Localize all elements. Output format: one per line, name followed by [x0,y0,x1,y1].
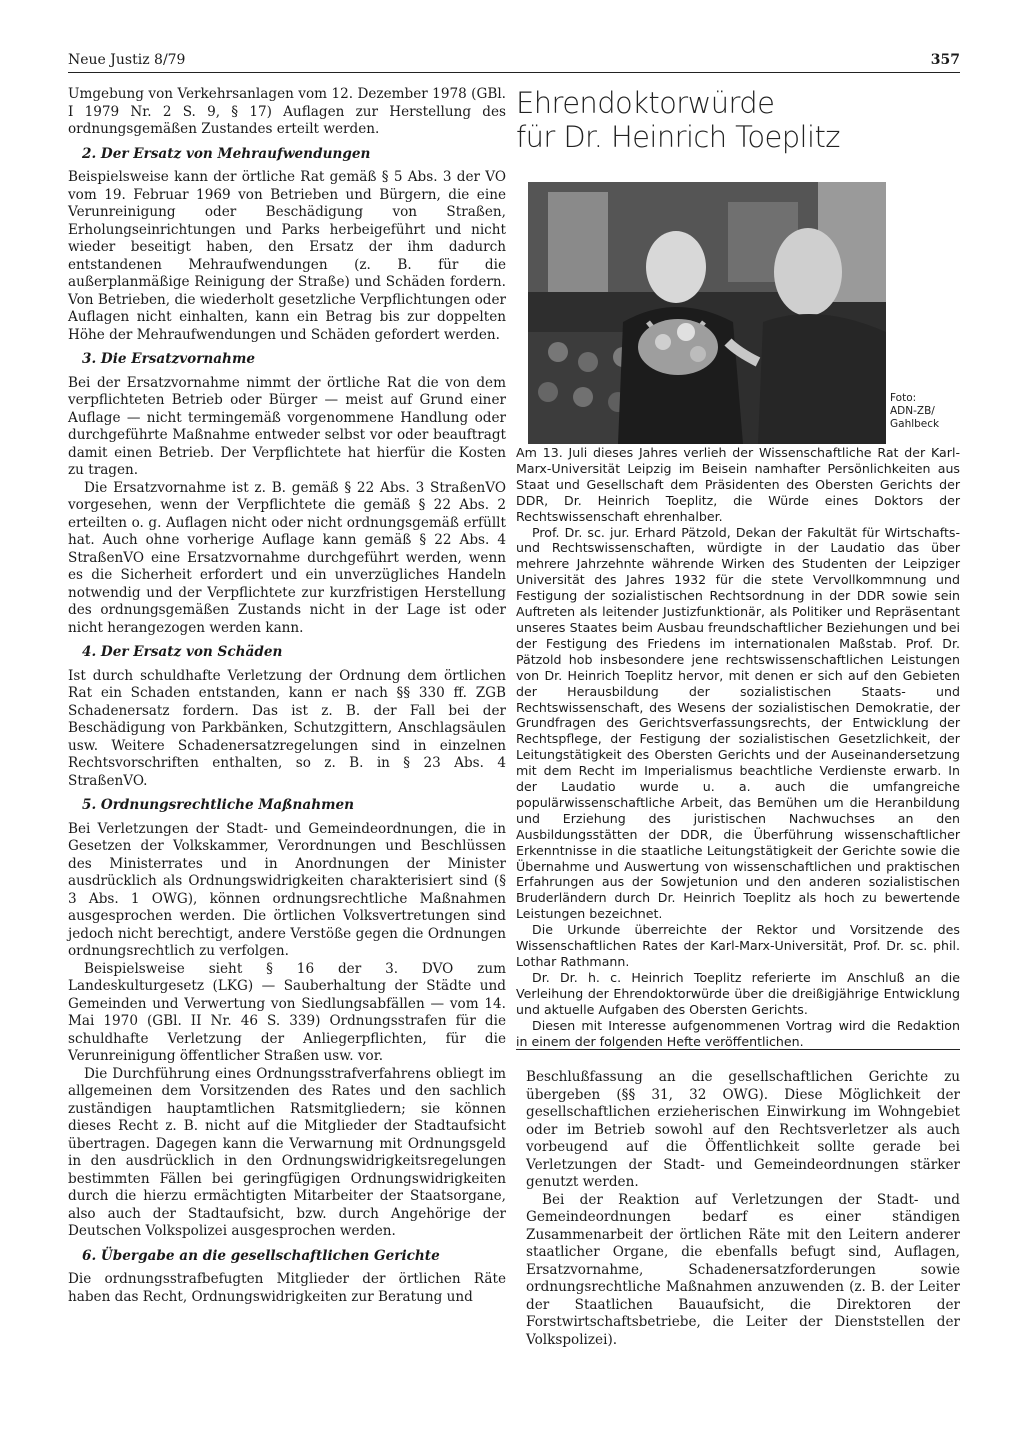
paragraph: Die ordnungsstrafbefugten Mitglieder der örtlichen Räte haben das Recht, Ordnungswidrigkeiten zur Beratung und [68,1271,506,1305]
paragraph: Bei der Ersatzvornahme nimmt der örtliche Rat die von dem verpflichteten Betrieb oder Bürger — meist auf Grund einer Auflage — nicht termingemäß vorgenommene Handlung oder durchgeführte Maßnahme entweder selbst vor oder beauftragt damit einen Betrieb. Der Verpflichtete hat hierfür die Kosten zu tragen. [68,374,506,478]
paragraph: Die Urkunde überreichte der Rektor und Vorsitzende des Wissenschaftlichen Rates der Karl-Marx-Universität, Prof. Dr. sc. phil. Lothar Rathmann. [516,922,960,969]
article-end-rule [516,1049,960,1050]
section-heading: 5. Ordnungsrechtliche Maßnahmen [82,797,355,813]
paragraph: Ist durch schuldhafte Verletzung der Ordnung dem örtlichen Rat ein Schaden entstanden, kann er nach §§ 330 ff. ZGB Schadenersatz fordern. Das ist z. B. der Fall bei der Beschädigung von Parkbänken, Schutzgittern, Anschlagsäulen usw. Weitere Schadenersatzregelungen sind in einzelnen Rechtsvorschriften enthalten, so z. B. in § 23 Abs. 4 StraßenVO. [68,667,506,789]
photo-credit [890,392,960,431]
article-title-block [516,86,960,154]
right-column-continuation [526,1069,960,1349]
ceremony-photo [528,182,886,444]
paragraph: Bei Verletzungen der Stadt- und Gemeindeordnungen, die in Gesetzen der Volkskammer, Verordnungen und Beschlüssen des Ministerrates und in Anordnungen der Minister ausdrücklich als Ordnungswidrigkeiten charakterisiert sind (§ 3 Abs. 1 OWG), können ordnungsrechtliche Maßnahmen ausgesprochen werden. Die örtlichen Volksvertretungen sind jedoch nicht berechtigt, andere Verstöße gegen die Ordnungen ordnungsrechtlich zu verfolgen. [68,820,506,959]
paragraph: Prof. Dr. sc. jur. Erhard Pätzold, Dekan der Fakultät für Wirtschafts- und Rechtswissenschaften, würdigte in der Laudatio das über mehrere Jahrzehnte währende Wirken des Studenten der Leipziger Universität des Jahres 1932 für die stete Vervollkommnung und Festigung der sozialistischen Rechtsordnung in der DDR sowie sein Auftreten als leitender Justizfunktionär, als Politiker und Repräsentant unseres Staates beim Ausbau freundschaftlicher Beziehungen und bei der Festigung des Friedens im internationalen Maßstab. Prof. Dr. Pätzold hob insbesondere jene rechtswissenschaftlichen Leistungen von Dr. Heinrich Toeplitz hervor, mit denen er sich auf den Gebieten der Herausbildung der sozialistischen Staats- und Rechtswissenschaft, des Wesens der sozialistischen Demokratie, der Grundfragen des Gerichtsverfassungsrechts, der Entwicklung der Rechtspflege, der Festigung der sozialistischen Gesetzlichkeit, der Leitungstätigkeit des Obersten Gerichts und der Auseinandersetzung mit dem Recht im Imperialismus beachtliche Verdienste erwarb. In der Laudatio wurde u. a. auch die umfangreiche populärwissenschaftliche Arbeit, das Bemühen um die Heranbildung und Erziehung des juristischen Nachwuchses an den Ausbildungsstätten der DDR, die Überführung wissenschaftlicher Erkenntnisse in die staatliche Leitungstätigkeit der Gerichte sowie die Übernahme und Auswertung von wissenschaftlichen und praktischen Erfahrungen aus der Sowjetunion und den anderen sozialistischen Bruderländern durch Dr. Heinrich Toeplitz als hoch zu bewertende Leistungen bezeichnet. [516,524,960,922]
page-header [68,52,960,76]
header-rule [68,72,960,73]
article-body [516,445,960,1049]
section-heading: 4. Der Ersatz von Schäden [82,644,283,660]
left-column [68,86,506,1306]
photo-credit-line: ADN-ZB/ [890,405,935,417]
section-heading: 2. Der Ersatz von Mehraufwendungen [82,145,371,162]
section-heading: 6. Übergabe an die gesellschaftlichen Gerichte [82,1247,440,1264]
paragraph: Die Durchführung eines Ordnungsstrafverfahrens obliegt im allgemeinen dem Vorsitzenden des Rates und den sachlich zuständigen hauptamtlichen Ratsmitgliedern; sie können dieses Recht z. B. nicht auf die Mitglieder der Stadtaufsicht übertragen. Dagegen kann die Verwarnung mit Ordnungsgeld in den ausdrücklich in den Ordnungswidrigkeitsregelungen bestimmten Fällen bei geringfügigen Ordnungswidrigkeiten durch die hierzu ermächtigten Mitarbeiter der Staatsorgane, also auch der Stadtaufsicht, bzw. durch Angehörige der Deutschen Volkspolizei ausgesprochen werden. [68,1065,506,1239]
paragraph: Diesen mit Interesse aufgenommenen Vortrag wird die Redaktion in einem der folgenden Hefte veröffentlichen. [516,1017,960,1049]
paragraph: Beispielsweise kann der örtliche Rat gemäß § 5 Abs. 3 der VO vom 19. Februar 1969 von Betrieben und Bürgern, die eine Verunreinigung oder Beschädigung von Straßen, Erholungseinrichtungen und Parks herbeigeführt und nicht wieder beseitigt haben, den Ersatz der ihm dadurch entstandenen Mehraufwendungen (z. B. für die außerplanmäßige Reinigung der Straße) und Schäden fordern. Von Betrieben, die wiederholt gesetzliche Verpflichtungen oder Auflagen nicht einhalten, kann ein Betrag bis zur doppelten Höhe der Mehraufwendungen und Schäden gefordert werden. [68,169,506,343]
photo-credit-line: Foto: [890,392,917,404]
paragraph: Bei der Reaktion auf Verletzungen der Stadt- und Gemeindeordnungen bedarf es einer ständigen Zusammenarbeit der örtlichen Räte mit den Leitern anderer staatlicher Organe, die ebenfalls befugt sind, Auflagen, Ersatzvornahme, Schadenersatzforderungen sowie ordnungsrechtliche Maßnahmen anzuwenden (z. B. der Leiter der Staatlichen Bauaufsicht, die Direktoren der Forstwirtschaftsbetriebe, die Leiter der Dienststellen der Volkspolizei). [526,1191,960,1348]
paragraph: Die Ersatzvornahme ist z. B. gemäß § 22 Abs. 3 StraßenVO vorgesehen, wenn der Verpflichtete die gemäß § 22 Abs. 2 erteilten o. g. Auflagen nicht oder nicht ordnungsgemäß erfüllt hat. Auch ohne vorherige Auflage kann gemäß § 22 Abs. 4 StraßenVO eine Ersatzvornahme durchgeführt werden, wenn es die Sicherheit erfordert und ein unverzügliches Handeln notwendig und der Verpflichtete zur kurzfristigen Herstellung des ordnungsgemäßen Zustands nicht in der Lage ist oder nicht herangezogen werden kann. [68,479,506,636]
page-number: 357 [930,52,960,68]
journal-issue: Neue Justiz 8/79 [68,52,186,68]
paragraph: Beschlußfassung an die gesellschaftlichen Gerichte zu übergeben (§§ 31, 32 OWG). Diese Möglichkeit der gesellschaftlichen erzieherischen Einwirkung im Wohngebiet oder im Betrieb sowohl auf den Rechtsverletzer als auch vorbeugend auf die Öffentlichkeit sollte gerade bei Verletzungen der Stadt- und Gemeindeordnungen stärker genutzt werden. [526,1069,960,1190]
paragraph: Beispielsweise sieht § 16 der 3. DVO zum Landeskulturgesetz (LKG) — Sauberhaltung der Städte und Gemeinden und Verwertung von Siedlungsabfällen — vom 14. Mai 1970 (GBl. II Nr. 46 S. 339) Ordnungsstrafen für die schuldhafte Verletzung der Anliegerpflichten, für die Verunreinigung öffentlicher Straßen usw. vor. [68,960,506,1064]
paragraph: Umgebung von Verkehrsanlagen vom 12. Dezember 1978 (GBl. I 1979 Nr. 2 S. 9, § 17) Auflagen zur Herstellung des ordnungsgemäßen Zustandes erteilt werden. [68,86,506,137]
paragraph: Dr. Dr. h. c. Heinrich Toeplitz referierte im Anschluß an die Verleihung der Ehrendoktorwürde über die dreißigjährige Entwicklung und aktuelle Aufgaben des Obersten Gerichts. [516,969,960,1017]
photo-credit-line: Gahlbeck [890,418,940,430]
section-heading: 3. Die Ersatzvornahme [82,351,255,367]
paragraph: Am 13. Juli dieses Jahres verlieh der Wissenschaftliche Rat der Karl-Marx-Universität Leipzig im Beisein namhafter Persönlichkeiten aus Staat und Gesellschaft dem Präsidenten des Obersten Gerichts der DDR, Dr. Heinrich Toeplitz, die Würde eines Doktors der Rechtswissenschaft ehrenhalber. [516,445,960,524]
article-title-line-1: Ehrendoktorwürde [516,86,775,120]
article-title-line-2: für Dr. Heinrich Toeplitz [516,120,840,154]
